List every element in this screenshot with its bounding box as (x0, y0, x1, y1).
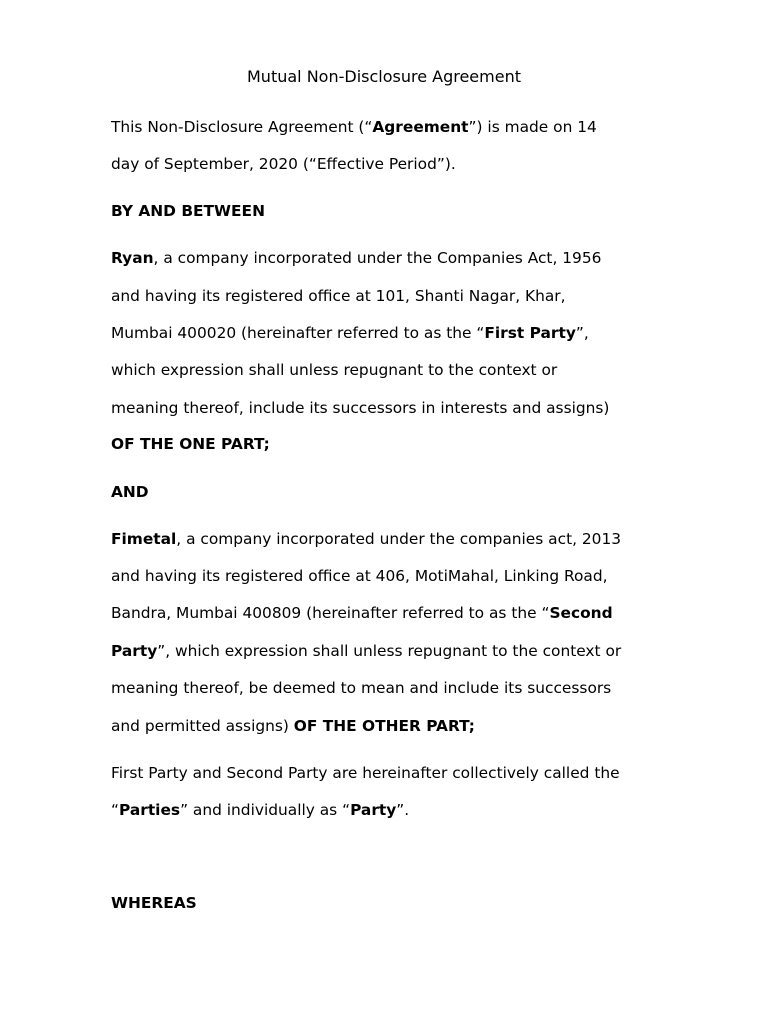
second-party-line-1: Fimetal, a company incorporated under the companies act, 2013 (111, 530, 622, 548)
parties-term: Parties (118, 801, 181, 819)
second-party-line-2: and having its registered office at 406, MotiMahal, Linking Road, (111, 567, 608, 585)
first-party-name: Ryan (111, 249, 154, 267)
document-title: Mutual Non-Disclosure Agreement (247, 67, 521, 86)
first-party-line-2: and having its registered office at 101, Shanti Nagar, Khar, (111, 287, 566, 305)
first-party-line-1: Ryan, a company incorporated under the Companies Act, 1956 (111, 249, 602, 267)
second-party-line-3: Bandra, Mumbai 400809 (hereinafter referred to as the “Second (111, 604, 613, 622)
second-party-line-6: and permitted assigns) OF THE OTHER PART; (111, 717, 475, 735)
second-party-line-4: Party”, which expression shall unless repugnant to the context or (111, 642, 622, 660)
first-party-line-3: Mumbai 400020 (hereinafter referred to as the “First Party”, (111, 324, 589, 342)
second-party-term: Second (549, 604, 613, 622)
by-and-between-heading: BY AND BETWEEN (111, 202, 265, 220)
second-party-line-5: meaning thereof, be deemed to mean and include its successors (111, 679, 612, 697)
one-part-label: OF THE ONE PART; (111, 435, 270, 453)
second-party-name: Fimetal (111, 530, 177, 548)
intro-text: This Non-Disclosure Agreement (“ (111, 118, 373, 136)
intro-line-1 (111, 116, 597, 138)
first-party-line-4: which expression shall unless repugnant to the context or (111, 361, 558, 379)
first-party-term: First Party (484, 324, 576, 342)
intro-text: ”) is made on 14 (468, 118, 597, 136)
and-heading: AND (111, 483, 149, 501)
whereas-heading: WHEREAS (111, 894, 197, 912)
first-party-line-5: meaning thereof, include its successors in interests and assigns) (111, 399, 610, 417)
collective-line-1: First Party and Second Party are hereinafter collectively called the (111, 764, 620, 782)
agreement-term: Agreement (372, 118, 469, 136)
second-party-term-cont: Party (111, 642, 158, 660)
party-term: Party (350, 801, 397, 819)
intro-line-2: day of September, 2020 (“Effective Period”). (111, 155, 456, 173)
collective-line-2: “Parties” and individually as “Party”. (111, 801, 410, 819)
first-party-line-6 (111, 433, 270, 455)
other-part-label: OF THE OTHER PART; (293, 717, 475, 735)
